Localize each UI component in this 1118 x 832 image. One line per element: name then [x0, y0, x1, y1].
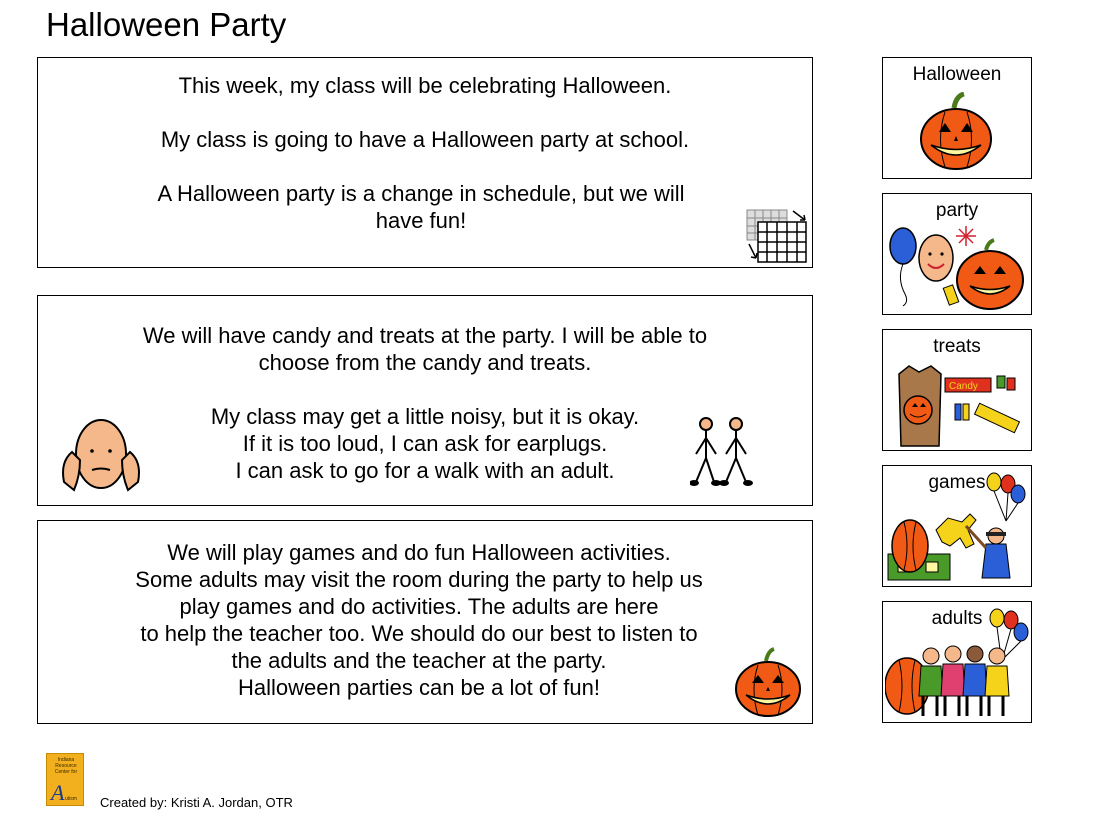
story-box-candy-noise	[37, 295, 813, 506]
page-title: Halloween Party	[46, 6, 287, 43]
story-text: My class may get a little noisy, but it is okay. If it is too loud, I can ask for earplugs. I can ask to go for a walk with an adult.	[210, 404, 640, 483]
story-text: My class is going to have a Halloween party at school.	[160, 127, 690, 152]
pinata-games-icon	[886, 470, 1030, 584]
picture-card-label: games	[928, 472, 986, 493]
jack-o-lantern-icon	[732, 647, 804, 719]
covering-ears-face-icon	[58, 414, 144, 492]
story-text: We will play games and do fun Halloween activities. Some adults may visit the room during the party to help us play games and do activities. The adults are here to help the teacher too. We should do our best to listen to the adults and the teacher at the party. Halloween parties can be a lot of fun!	[135, 540, 703, 700]
picture-card-label: Halloween	[912, 64, 1002, 85]
jack-o-lantern-icon	[917, 92, 995, 172]
logo-word: utism	[65, 796, 77, 802]
story-box-schedule	[37, 57, 813, 268]
author-credit: Created by: Kristi A. Jordan, OTR	[100, 795, 293, 810]
schedule-change-calendar-icon	[745, 208, 809, 264]
picture-card-adults	[882, 601, 1032, 723]
picture-card-games	[882, 465, 1032, 587]
walking-people-icon	[690, 416, 756, 488]
story-text: We will have candy and treats at the party. I will be able to choose from the candy and treats.	[142, 323, 708, 375]
picture-card-halloween	[882, 57, 1032, 179]
logo-letter: A	[51, 780, 65, 805]
candy-bag-icon	[893, 364, 1025, 448]
picture-card-party	[882, 193, 1032, 315]
story-text: This week, my class will be celebrating Halloween.	[178, 73, 672, 98]
picture-card-label: party	[935, 200, 979, 221]
logo-text: Indiana Resource Center for	[54, 757, 78, 775]
story-box-games-adults	[37, 520, 813, 724]
candy-label: Candy	[949, 381, 978, 392]
organization-logo	[46, 753, 84, 806]
picture-card-treats	[882, 329, 1032, 451]
party-balloon-pumpkin-icon	[886, 222, 1028, 312]
story-text: A Halloween party is a change in schedule, but we will have fun!	[157, 181, 685, 233]
group-of-adults-icon	[885, 606, 1031, 720]
picture-card-label: treats	[933, 336, 981, 357]
picture-card-label: adults	[931, 608, 983, 629]
